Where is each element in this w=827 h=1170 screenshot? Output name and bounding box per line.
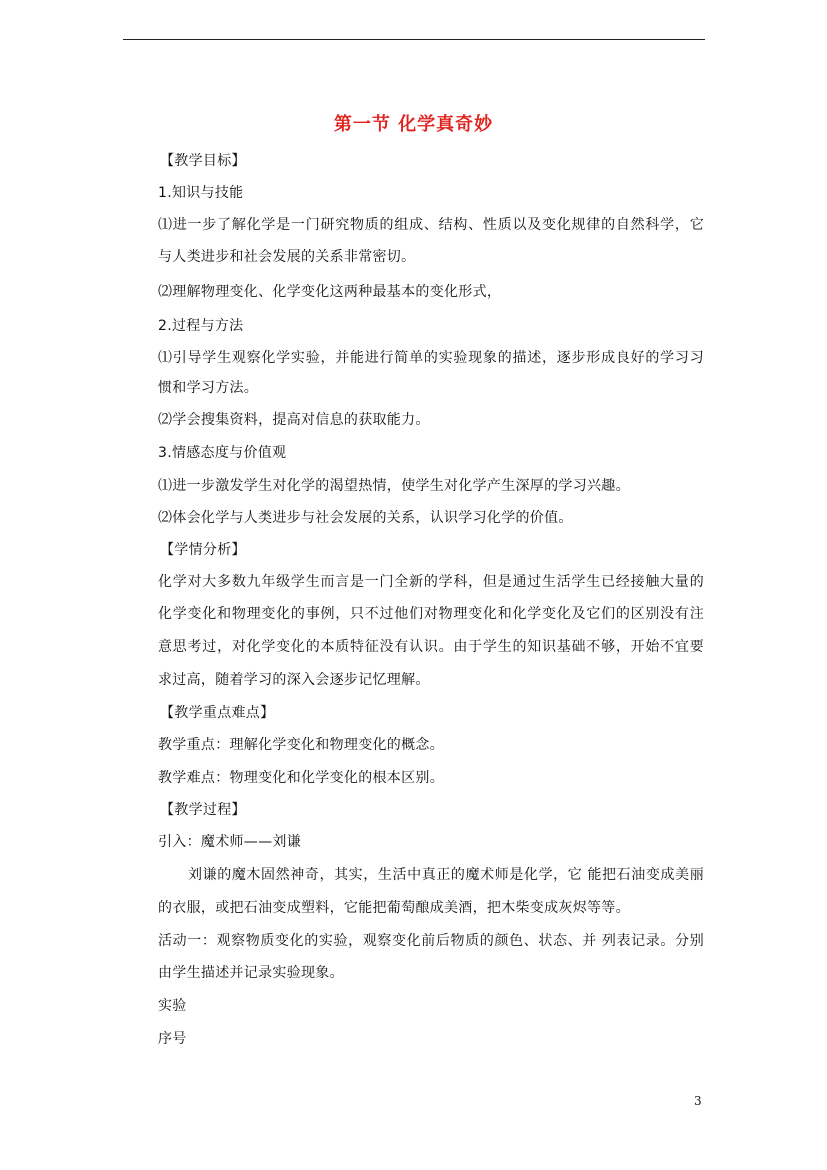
paragraph-line: 意思考过，对化学变化的本质特征没有认识。由于学生的知识基础不够，开始不宜要 — [158, 639, 704, 655]
subheading-knowledge-skills: 1.知识与技能 — [158, 185, 244, 201]
paragraph-line: ⑵理解物理变化、化学变化这两种最基本的变化形式， — [158, 284, 502, 300]
paragraph-line: ⑴引导学生观察化学实验，并能进行简单的实验现象的描述，逐步形成良好的学习习 — [158, 350, 704, 366]
paragraph-line: ⑴进一步激发学生对化学的渴望热情，使学生对化学产生深厚的学习兴趣。 — [158, 478, 630, 494]
paragraph-line: 化学对大多数九年级学生而言是一门全新的学科，但是通过生活学生已经接触大量的 — [158, 574, 704, 590]
paragraph-line: 刘谦的魔木固然神奇，其实，生活中真正的魔术师是化学，它 能把石油变成美丽 — [188, 867, 704, 883]
paragraph-line: ⑴进一步了解化学是一门研究物质的组成、结构、性质以及变化规律的自然科学，它 — [158, 217, 704, 233]
heading-student-analysis: 【学情分析】 — [160, 542, 246, 558]
paragraph-line: 的衣服，或把石油变成塑料，它能把葡萄酿成美酒，把木柴变成灰烬等等。 — [158, 900, 630, 916]
paragraph-line: 活动一：观察物质变化的实验，观察变化前后物质的颜色、状态、并 列表记录。分别 — [158, 933, 704, 949]
paragraph-line: 由学生描述并记录实验现象。 — [158, 965, 344, 981]
heading-teaching-goals: 【教学目标】 — [160, 153, 246, 169]
paragraph-line: 与人类进步和社会发展的关系非常密切。 — [158, 249, 416, 265]
heading-teaching-process: 【教学过程】 — [160, 802, 246, 818]
table-label-experiment: 实验 — [158, 998, 187, 1014]
subheading-process-methods: 2.过程与方法 — [158, 318, 244, 334]
subheading-attitudes-values: 3.情感态度与价值观 — [158, 445, 287, 461]
paragraph-line: 引入：魔术师——刘谦 — [158, 834, 301, 850]
paragraph-line: ⑵学会搜集资料，提高对信息的获取能力。 — [158, 412, 430, 428]
paragraph-line: 教学难点：物理变化和化学变化的根本区别。 — [158, 770, 444, 786]
paragraph-line: 教学重点：理解化学变化和物理变化的概念。 — [158, 737, 444, 753]
paragraph-line: ⑵体会化学与人类进步与社会发展的关系，认识学习化学的价值。 — [158, 510, 573, 526]
paragraph-line: 化学变化和物理变化的事例，只不过他们对物理变化和化学变化及它们的区别没有注 — [158, 606, 704, 622]
paragraph-line: 求过高，随着学习的深入会逐步记忆理解。 — [158, 672, 430, 688]
paragraph-line: 惯和学习方法。 — [158, 380, 259, 396]
header-rule — [123, 39, 705, 40]
page-number: 3 — [694, 1094, 702, 1108]
table-label-serial-number: 序号 — [158, 1031, 187, 1047]
heading-key-difficult-points: 【教学重点难点】 — [160, 705, 275, 721]
page-title: 第一节 化学真奇妙 — [333, 114, 494, 135]
